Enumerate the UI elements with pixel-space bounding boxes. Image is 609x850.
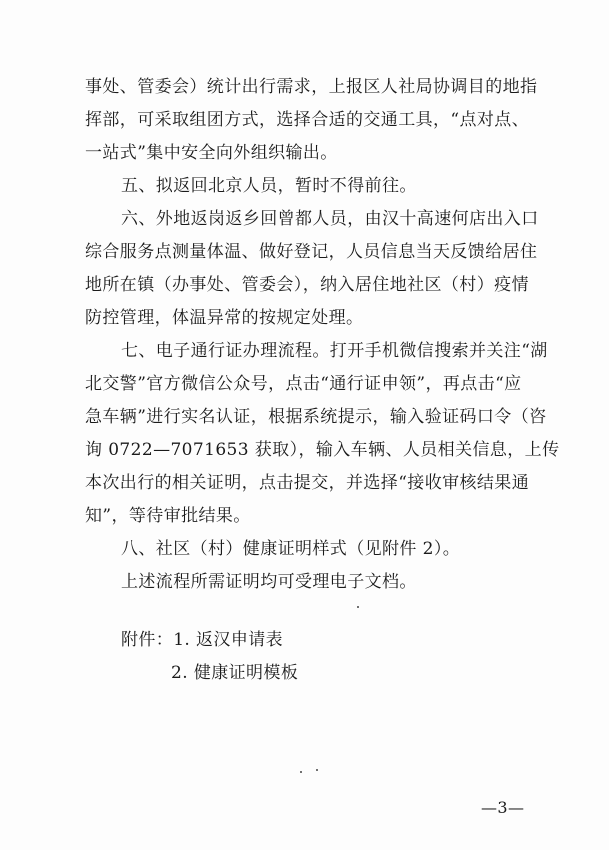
paragraph-line: 五、拟返回北京人员，暂时不得前往。 xyxy=(121,176,417,196)
scan-speck xyxy=(316,769,318,771)
scan-speck xyxy=(357,606,359,608)
paragraph-line: 急车辆”进行实名认证，根据系统提示，输入验证码口令（咨 xyxy=(85,407,547,427)
paragraph-line: 一站式”集中安全向外组织输出。 xyxy=(85,143,338,163)
paragraph-line: 挥部，可采取组团方式，选择合适的交通工具，“点对点、 xyxy=(85,110,530,130)
paragraph-line: 知”，等待审批结果。 xyxy=(85,506,251,526)
paragraph-line: 上述流程所需证明均可受理电子文档。 xyxy=(121,572,417,592)
paragraph-line: 八、社区（村）健康证明样式（见附件 2）。 xyxy=(121,539,461,559)
paragraph-line: 询 0722—7071653 获取），输入车辆、人员相关信息，上传 xyxy=(85,440,560,460)
paragraph-line: 本次出行的相关证明，点击提交，并选择“接收审核结果通 xyxy=(85,473,530,493)
paragraph-line: 六、外地返岗返乡回曾都人员，由汉十高速何店出入口 xyxy=(121,209,539,229)
paragraph-line: 地所在镇（办事处、管委会），纳入居住地社区（村）疫情 xyxy=(85,275,529,295)
paragraph-line: 事处、管委会）统计出行需求，上报区人社局协调目的地指 xyxy=(85,77,538,97)
paragraph-line: 七、电子通行证办理流程。打开手机微信搜索并关注“湖 xyxy=(121,341,548,361)
attachment-item: 2. 健康证明模板 xyxy=(171,663,299,683)
paragraph-line: 北交警”官方微信公众号，点击“通行证申领”，再点击“应 xyxy=(85,374,522,394)
paragraph-line: 防控管理，体温异常的按规定处理。 xyxy=(85,308,364,328)
attachment-label: 附件：1. 返汉申请表 xyxy=(121,630,284,650)
page-number: —3— xyxy=(481,798,525,817)
paragraph-line: 综合服务点测量体温、做好登记，人员信息当天反馈给居住 xyxy=(85,242,538,262)
scan-speck xyxy=(300,771,302,773)
